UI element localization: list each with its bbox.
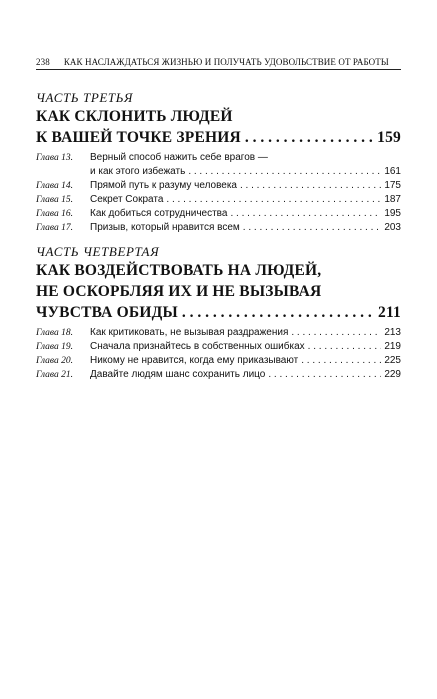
part-title-line: КАК ВОЗДЕЙСТВОВАТЬ НА ЛЮДЕЙ, [36,262,322,279]
leader-dots [243,221,382,235]
running-title: КАК НАСЛАЖДАТЬСЯ ЖИЗНЬЮ И ПОЛУЧАТЬ УДОВОЛЬСТВИЕ ОТ РАБОТЫ [63,57,389,67]
chapter-label: Глава 18. [36,328,73,338]
chapter-label: Глава 17. [36,223,73,233]
chapter-page-number: 195 [384,208,401,219]
chapter-page-number: 219 [384,341,401,352]
chapter-title: Как добиться сотрудничества [90,208,228,219]
part-title-line: К ВАШЕЙ ТОЧКЕ ЗРЕНИЯ [36,129,241,146]
chapter-page-number: 225 [384,355,401,366]
toc-entry[interactable] [36,326,401,340]
chapter-page-number: 213 [384,327,401,338]
chapter-title: и как этого избежать [90,166,186,177]
leader-dots [308,340,382,354]
chapter-title: Призыв, который нравится всем [90,222,240,233]
toc-entry[interactable] [36,221,401,235]
running-header [36,48,401,70]
toc-entry[interactable] [36,179,401,193]
part-title [36,260,401,323]
leader-dots [245,127,373,148]
chapter-page-number: 187 [384,194,401,205]
toc-entry[interactable] [36,193,401,207]
chapter-page-number: 161 [384,166,401,177]
toc-entry[interactable] [36,340,401,354]
leader-dots [182,302,374,323]
leader-dots [166,193,381,207]
chapter-title: Давайте людям шанс сохранить лицо [90,369,266,380]
chapter-label: Глава 19. [36,342,73,352]
chapter-title: Прямой путь к разуму человека [90,180,237,191]
toc-entry[interactable] [36,354,401,368]
chapter-label: Глава 16. [36,209,73,219]
part-title-line: КАК СКЛОНИТЬ ЛЮДЕЙ [36,108,233,125]
chapter-title: Сначала признайтесь в собственных ошибках [90,341,305,352]
chapter-title: Никому не нравится, когда ему приказывают [90,355,299,366]
chapter-list [36,326,401,382]
part-title-line: НЕ ОСКОРБЛЯЯ ИХ И НЕ ВЫЗЫВАЯ [36,283,322,300]
part-label: ЧАСТЬ ТРЕТЬЯ [36,90,133,105]
chapter-page-number: 229 [384,369,401,380]
toc-entry[interactable] [36,207,401,221]
chapter-title: Как критиковать, не вызывая раздражения [90,327,289,338]
chapter-label: Глава 15. [36,195,73,205]
chapter-label: Глава 20. [36,356,73,366]
chapter-title: Секрет Сократа [90,194,164,205]
part-page-number: 211 [378,304,401,321]
part-label: ЧАСТЬ ЧЕТВЕРТАЯ [36,244,160,259]
toc-entry[interactable] [36,151,401,179]
chapter-title: Верный способ нажить себе врагов — [90,152,268,163]
leader-dots [240,179,381,193]
page-number: 238 [36,57,50,67]
part-three [36,90,401,235]
leader-dots [268,368,381,382]
part-four [36,244,401,382]
part-title-line: ЧУВСТВА ОБИДЫ [36,304,178,321]
chapter-page-number: 175 [384,180,401,191]
chapter-list [36,151,401,235]
leader-dots [301,354,381,368]
leader-dots [188,165,381,179]
chapter-label: Глава 14. [36,181,73,191]
chapter-label: Глава 13. [36,153,73,163]
toc-entry[interactable] [36,368,401,382]
leader-dots [230,207,381,221]
part-title [36,106,401,148]
chapter-page-number: 203 [384,222,401,233]
chapter-label: Глава 21. [36,370,73,380]
part-page-number: 159 [377,129,401,146]
leader-dots [291,326,381,340]
